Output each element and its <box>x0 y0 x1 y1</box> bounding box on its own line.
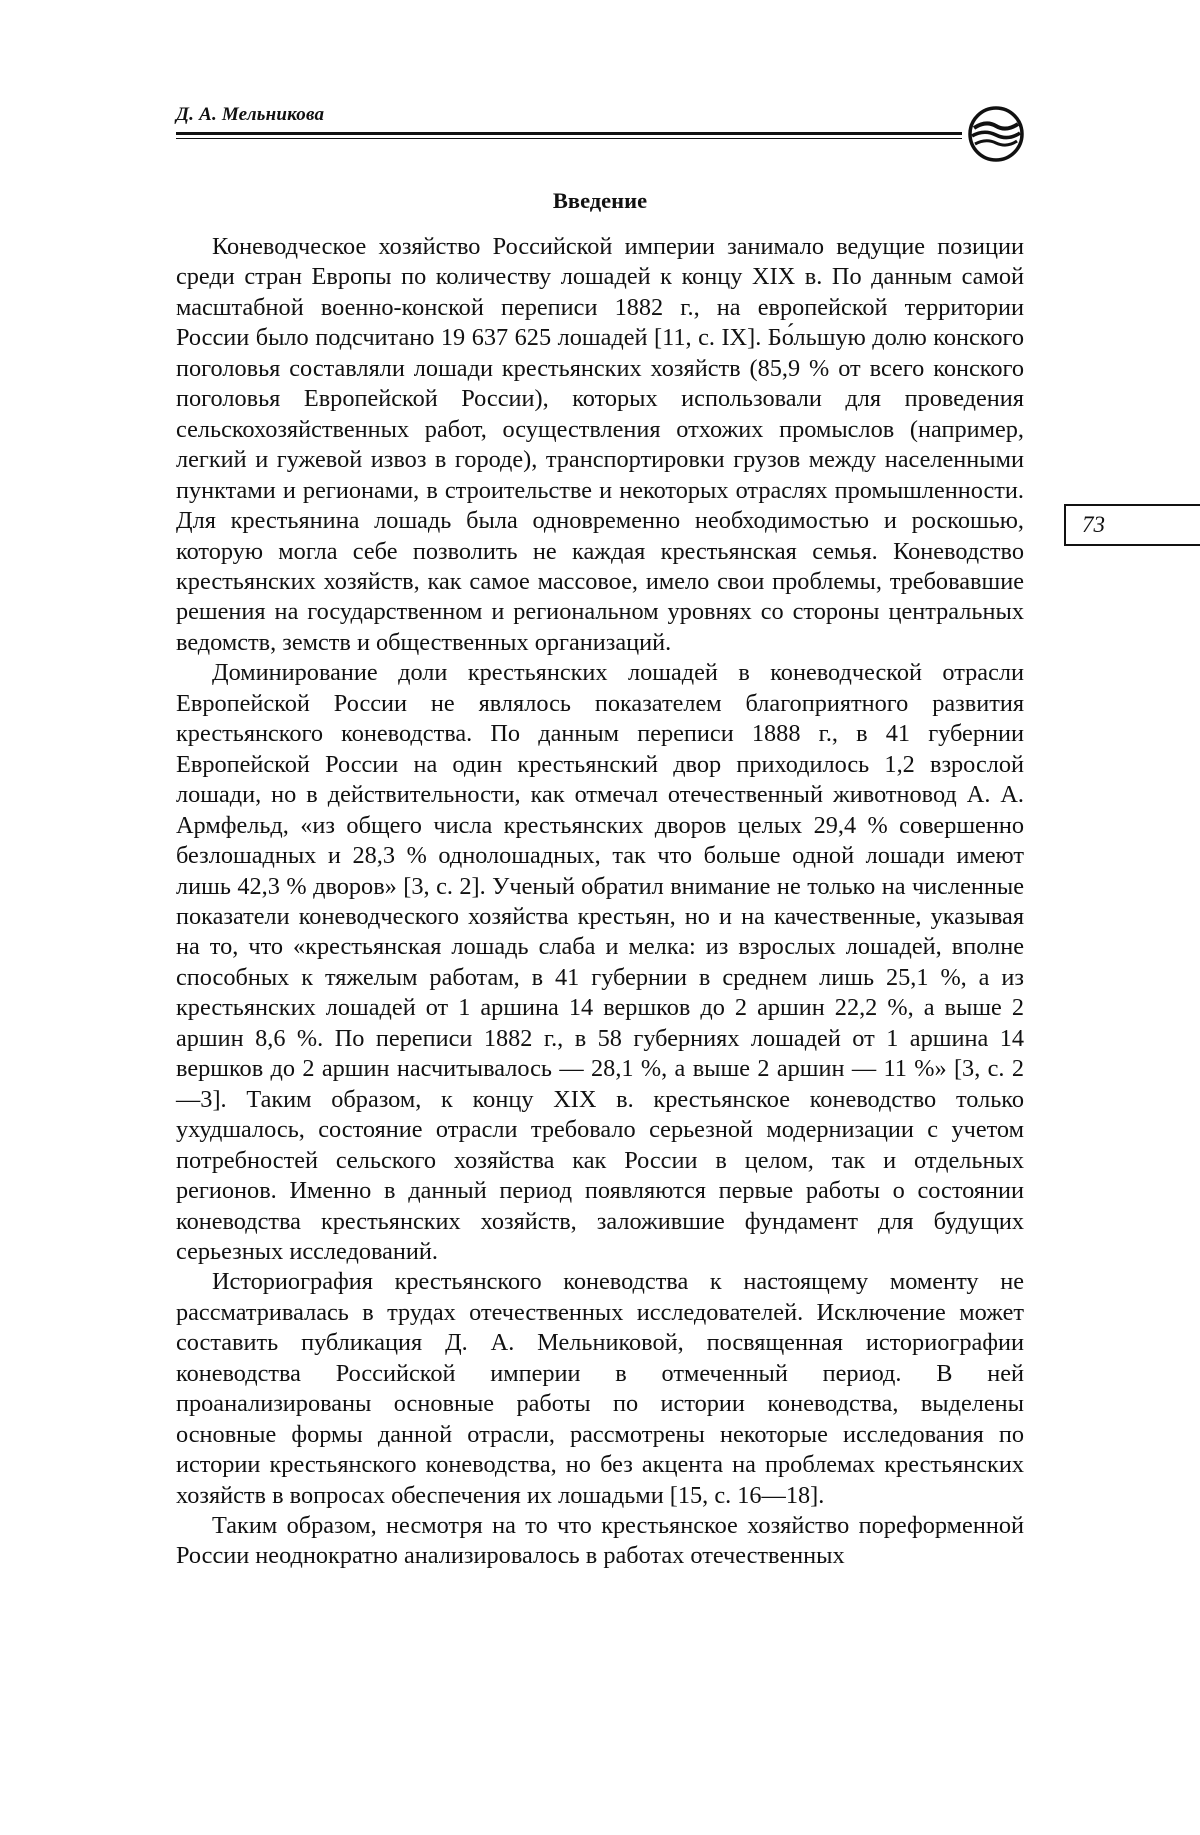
paragraph: Коневодческое хозяйство Российской империи занимало ведущие позиции среди стран Европы по количеству лошадей к концу XIX в. По данным самой масштабной военно-конской переписи 1882 г., на европейской территории России было подсчитано 19 637 625 лошадей [11, с. IX]. Бо́льшую долю конского поголовья составляли лошади крестьянских хозяйств (85,9 % от всего конского поголовья Европейской России), которых использовали для проведения сельскохозяйственных работ, осуществления отхожих промыслов (например, легкий и гужевой извоз в городе), транспортировки грузов между населенными пунктами и регионами, в строительстве и некоторых отраслях промышленности. Для крестьянина лошадь была одновременно необходимостью и роскошью, которую могла себе позволить не каждая крестьянская семья. Коневодство крестьянских хозяйств, как самое массовое, имело свои проблемы, требовавшие решения на государственном и региональном уровнях со стороны центральных ведомств, земств и общественных организаций. <box>176 233 1024 656</box>
running-head-author: Д. А. Мельникова <box>176 104 325 125</box>
journal-logo-icon <box>966 104 1026 164</box>
paragraph: Доминирование доли крестьянских лошадей в коневодческой отрасли Европейской России не являлось показателем благоприятного развития крестьянского коневодства. По данным переписи 1888 г., в 41 губернии Европейской России на один крестьянский двор приходилось 1,2 взрослой лошади, но в действительности, как отмечал отечественный животновод А. А. Армфельд, «из общего числа крестьянских дворов целых 29,4 % совершенно безлошадных и 28,3 % однолошадных, так что больше одной лошади имеют лишь 42,3 % дворов» [3, с. 2]. Ученый обратил внимание не только на численные показатели коневодческого хозяйства крестьян, но и на качественные, указывая на то, что «крестьянская лошадь слаба и мелка: из взрослых лошадей, вполне способных к тяжелым работам, в 41 губернии в среднем лишь 25,1 %, а из крестьянских лошадей от 1 аршина 14 вершков до 2 аршин 22,2 %, а выше 2 аршин 8,6 %. По переписи 1882 г., в 58 губерниях лошадей от 1 аршина 14 вершков до 2 аршин насчитывалось — 28,1 %, а выше 2 аршин — 11 %» [3, с. 2—3]. Таким образом, к концу XIX в. крестьянское коневодство только ухудшалось, состояние отрасли требовало серьезной модернизации с учетом потребностей сельского хозяйства как России в целом, так и отдельных регионов. Именно в данный период появляются первые работы о состоянии коневодства крестьянских хозяйств, заложившие фундамент для будущих серьезных исследований. <box>176 659 1024 1265</box>
section-title: Введение <box>552 188 648 213</box>
page-number: 73 <box>1082 512 1105 537</box>
page-number-box <box>1064 504 1200 546</box>
body-text <box>176 232 1024 1572</box>
header-rule-thick <box>176 132 962 135</box>
paragraph: Таким образом, несмотря на то что крестьянское хозяйство пореформенной России неоднократно анализировалось в работах отечественных <box>176 1512 1024 1570</box>
header-rule-thin <box>176 138 962 139</box>
paragraph: Историография крестьянского коневодства к настоящему моменту не рассматривалась в трудах отечественных исследователей. Исключение может составить публикация Д. А. Мельниковой, посвященная историографии коневодства Российской империи в отмеченный период. В ней проанализированы основные работы по истории коневодства, выделены основные формы данной отрасли, рассмотрены некоторые исследования по истории крестьянского коневодства, но без акцента на проблемах крестьянских хозяйств в вопросах обеспечения их лошадьми [15, с. 16—18]. <box>176 1268 1024 1509</box>
